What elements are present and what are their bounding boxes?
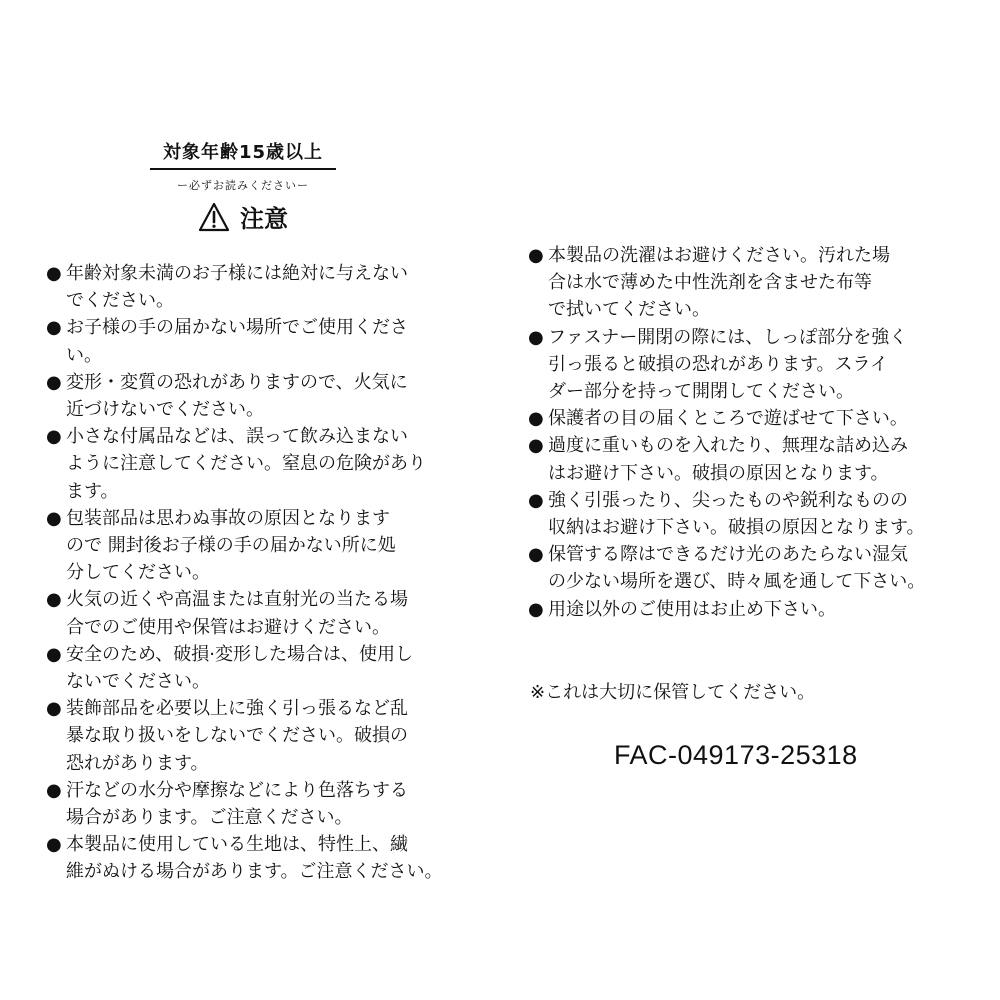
caution-item-line: 本製品に使用している生地は、特性上、繊 <box>66 834 408 856</box>
caution-item-line: 場合があります。ご注意ください。 <box>66 807 353 829</box>
bullet-icon: ● <box>46 589 62 611</box>
caution-item-line: 分してください。 <box>66 562 210 584</box>
caution-item-line: 合は水で薄めた中性洗剤を含ませた布等 <box>548 272 872 294</box>
caution-item-line: 強く引張ったり、尖ったものや鋭利なものの <box>548 489 908 511</box>
caution-item <box>46 423 476 505</box>
caution-item-line: ダー部分を持って開閉してください。 <box>548 381 854 403</box>
caution-item-line: ます。 <box>66 480 119 502</box>
bullet-icon: ● <box>528 435 544 457</box>
caution-item-line: で拭いてください。 <box>548 299 710 321</box>
caution-item-line: 近づけないでください。 <box>66 399 264 421</box>
caution-item-line: 装飾部品を必要以上に強く引っ張るなど乱 <box>66 698 408 720</box>
bullet-icon: ● <box>46 834 62 856</box>
caution-title: 注意 <box>240 205 288 233</box>
caution-item-line: 合でのご使用や保管はお避けください。 <box>66 616 390 638</box>
caution-item-line: お子様の手の届かない場所でご使用くださ <box>66 317 408 339</box>
caution-item-line: 保護者の目の届くところで遊ばせて下さい。 <box>548 408 908 430</box>
caution-item <box>46 314 476 368</box>
caution-header <box>150 138 336 234</box>
caution-title-row <box>150 199 336 234</box>
caution-item-line: 安全のため、破損·変形した場合は、使用し <box>66 643 413 665</box>
caution-item-line: 包装部品は思わぬ事故の原因となります <box>66 507 390 529</box>
bullet-icon: ● <box>46 507 62 529</box>
caution-item-line: 収納はお避け下さい。破損の原因となります。 <box>548 517 925 539</box>
bullet-icon: ● <box>528 489 544 511</box>
warning-triangle-icon <box>198 202 230 232</box>
bullet-icon: ● <box>528 598 544 620</box>
caution-item <box>528 432 968 486</box>
caution-item <box>528 487 968 541</box>
product-code: FAC-049173-25318 <box>614 740 858 770</box>
bullet-icon: ● <box>46 263 62 284</box>
caution-item-line: 小さな付属品などは、誤って飲み込まない <box>66 426 408 448</box>
caution-item <box>46 586 476 640</box>
caution-item-line: 暴な取り扱いをしないでください。破損の <box>66 725 408 747</box>
bullet-icon: ● <box>528 245 544 266</box>
caution-item-line: 本製品の洗濯はお避けください。汚れた場 <box>548 245 890 266</box>
caution-item-line: ないでください。 <box>66 671 210 693</box>
caution-item-line: 年齢対象未満のお子様には絶対に与えない <box>66 263 408 284</box>
caution-item-line: ので 開封後お子様の手の届かない所に処 <box>66 535 396 557</box>
bullet-icon: ● <box>46 317 62 339</box>
bullet-icon: ● <box>528 408 544 430</box>
bullet-icon: ● <box>528 544 544 566</box>
bullet-icon: ● <box>46 643 62 665</box>
caution-item-line: はお避け下さい。破損の原因となります。 <box>548 462 889 484</box>
caution-item <box>46 695 476 777</box>
caution-item <box>46 260 476 314</box>
caution-item <box>46 641 476 695</box>
caution-item-line: の少ない場所を選び、時々風を通して下さい。 <box>548 571 926 593</box>
caution-item <box>528 324 968 406</box>
caution-item-line: でください。 <box>66 290 174 312</box>
bullet-icon: ● <box>46 371 62 393</box>
bullet-icon: ● <box>528 326 544 348</box>
caution-item-line: 変形・変質の恐れがありますので、火気に <box>66 371 408 393</box>
caution-list-right <box>528 242 968 623</box>
caution-item <box>46 505 476 587</box>
bullet-icon: ● <box>46 698 62 720</box>
caution-item-line: 過度に重いものを入れたり、無理な詰め込み <box>548 435 908 457</box>
bullet-icon: ● <box>46 779 62 801</box>
caution-item <box>46 369 476 423</box>
caution-item-line: ように注意してください。窒息の危険があり <box>66 453 426 475</box>
caution-item-line: い。 <box>66 344 102 366</box>
caution-item-line: 引っ張ると破損の恐れがあります。スライ <box>548 353 889 375</box>
age-notice: 対象年齢15歳以上 <box>150 138 336 170</box>
caution-list-left <box>46 260 476 886</box>
caution-item-line: 用途以外のご使用はお止め下さい。 <box>548 598 836 620</box>
caution-item <box>528 541 968 595</box>
caution-item <box>528 242 968 324</box>
caution-item-line: 維がぬける場合があります。ご注意ください。 <box>66 861 443 883</box>
caution-item <box>528 405 968 432</box>
caution-item-line: 恐れがあります。 <box>66 752 209 774</box>
bullet-icon: ● <box>46 426 62 448</box>
caution-item <box>528 596 968 623</box>
caution-item-line: 汗などの水分や摩擦などにより色落ちする <box>66 779 408 801</box>
keep-note: ※これは大切に保管してください。 <box>530 682 816 703</box>
must-read-note: ー必ずお読みくださいー <box>177 179 309 192</box>
caution-item-line: 保管する際はできるだけ光のあたらない湿気 <box>548 544 908 566</box>
caution-item <box>46 777 476 831</box>
caution-item-line: ファスナー開閉の際には、しっぽ部分を強く <box>548 326 908 348</box>
caution-item <box>46 831 476 885</box>
caution-item-line: 火気の近くや高温または直射光の当たる場 <box>66 589 408 611</box>
